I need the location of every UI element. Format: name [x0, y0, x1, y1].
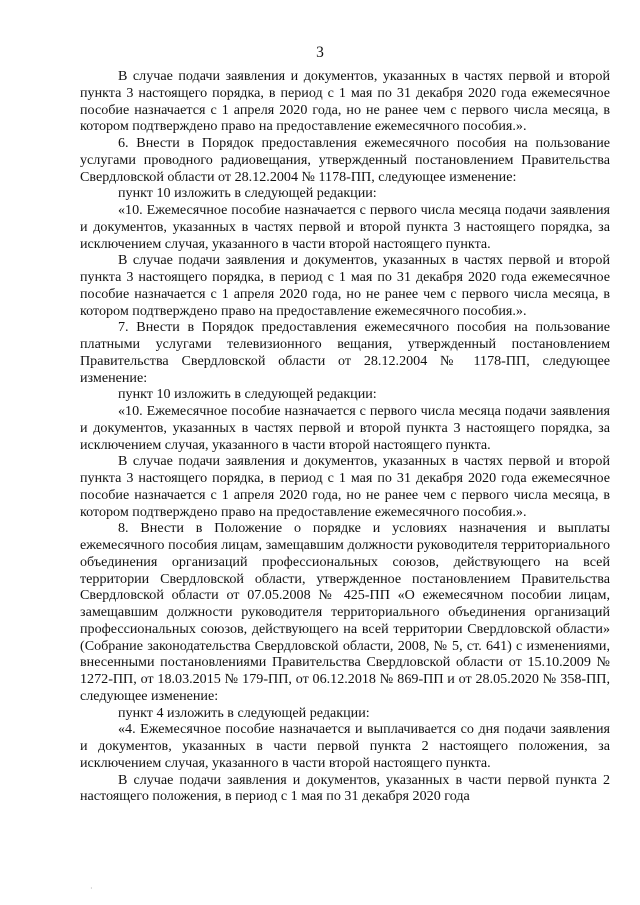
paragraph-8: «10. Ежемесячное пособие назначается с первого числа месяца подачи заявления и документов, указанных в частях первой и второй пункта 3 настоящего порядка, за исключением случая, указанного в части второй настоящего пункта. [80, 403, 610, 453]
paragraph-5: В случае подачи заявления и документов, указанных в частях первой и второй пункта 3 настоящего порядка, в период с 1 мая по 31 декабря 2020 года ежемесячное пособие назначается с 1 апреля 2020 года, но не ранее чем с первого числа месяца, в котором подтверждено право на предоставление ежемесячного пособия.». [80, 252, 610, 319]
paragraph-3: пункт 10 изложить в следующей редакции: [118, 185, 377, 202]
scan-artifact: · [90, 884, 93, 893]
page-number: 3 [316, 44, 324, 61]
paragraph-9: В случае подачи заявления и документов, указанных в частях первой и второй пункта 3 настоящего порядка, в период с 1 мая по 31 декабря 2020 года ежемесячное пособие назначается с 1 апреля 2020 года, но не ранее чем с первого числа месяца, в котором подтверждено право на предоставление ежемесячного пособия.». [80, 453, 610, 520]
paragraph-4: «10. Ежемесячное пособие назначается с первого числа месяца подачи заявления и документов, указанных в частях первой и второй пункта 3 настоящего порядка, за исключением случая, указанного в части второй настоящего пункта. [80, 202, 610, 252]
document-body [80, 68, 610, 805]
paragraph-10: 8. Внести в Положение о порядке и условиях назначения и выплаты ежемесячного пособия лицам, замещавшим должности руководителя территориального объединения организаций профессиональных союзов, действующего на всей территории Свердловской области, утвержденное постановлением Правительства Свердловской области от 07.05.2008 № 425-ПП «О ежемесячном пособии лицам, замещавшим должности руководителя территориального объединения организаций профессиональных союзов, действующего на всей территории Свердловской области» (Собрание законодательства Свердловской области, 2008, № 5, ст. 641) с изменениями, внесенными постановлениями Правительства Свердловской области от 15.10.2009 № 1272-ПП, от 18.03.2015 № 179-ПП, от 06.12.2018 № 869-ПП и от 28.05.2020 № 358-ПП, следующее изменение: [80, 520, 610, 704]
paragraph-13: В случае подачи заявления и документов, указанных в части первой пункта 2 настоящего положения, в период с 1 мая по 31 декабря 2020 года [80, 771, 610, 805]
paragraph-12: «4. Ежемесячное пособие назначается и выплачивается со дня подачи заявления и документов, указанных в части первой пункта 2 настоящего положения, за исключением случая, указанного в части второй настоящего пункта. [80, 721, 610, 771]
paragraph-6: 7. Внести в Порядок предоставления ежемесячного пособия на пользование платными услугами телевизионного вещания, утвержденный постановлением Правительства Свердловской области от 28.12.2004 № 1178-ПП, следующее изменение: [80, 319, 610, 386]
paragraph-1: В случае подачи заявления и документов, указанных в частях первой и второй пункта 3 настоящего порядка, в период с 1 мая по 31 декабря 2020 года ежемесячное пособие назначается с 1 апреля 2020 года, но не ранее чем с первого числа месяца, в котором подтверждено право на предоставление ежемесячного пособия.». [80, 68, 610, 135]
paragraph-11: пункт 4 изложить в следующей редакции: [118, 704, 370, 721]
paragraph-7: пункт 10 изложить в следующей редакции: [118, 386, 377, 403]
paragraph-2: 6. Внести в Порядок предоставления ежемесячного пособия на пользование услугами проводного радиовещания, утвержденный постановлением Правительства Свердловской области от 28.12.2004 № 1178-ПП, следующее изменение: [80, 135, 610, 185]
